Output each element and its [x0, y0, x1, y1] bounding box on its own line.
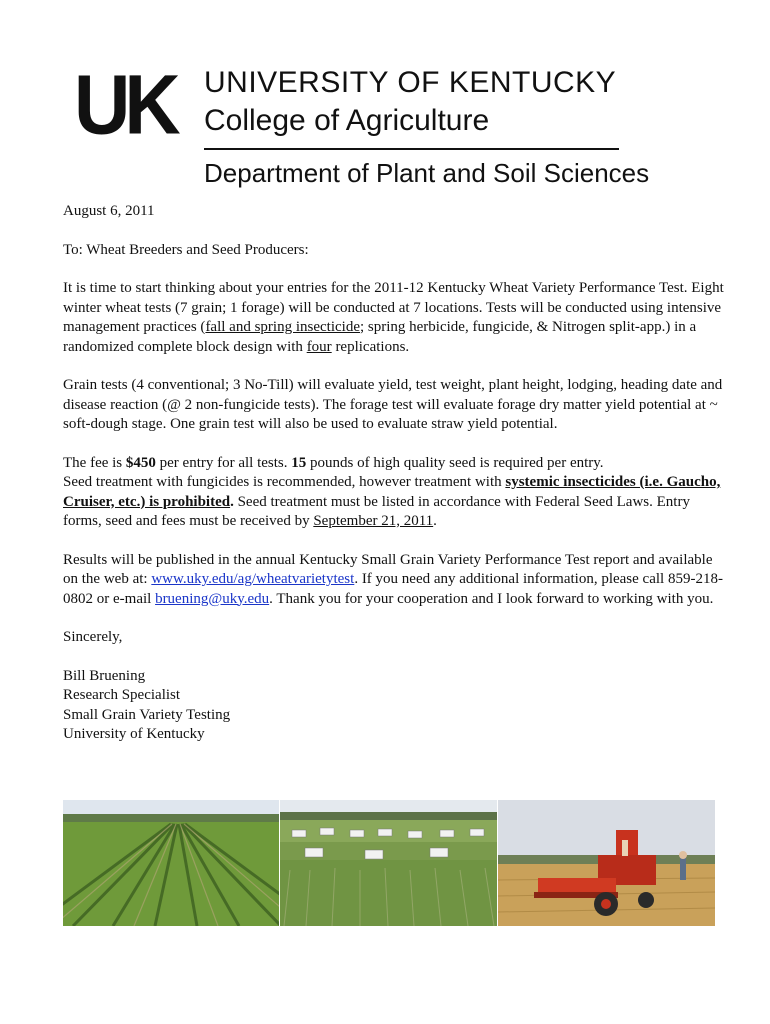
prohibited-notice: systemic insecticides (i.e. Gaucho, Cruiser, etc.) is prohibited [63, 474, 721, 510]
paragraph-test-overview [63, 279, 728, 357]
paragraph-fees [63, 454, 728, 532]
replication-count: four [306, 338, 332, 355]
entry-fee: $450 [125, 454, 156, 471]
paragraph-grain-tests: Grain tests (4 conventional; 3 No-Till) will evaluate yield, test weight, plant height, lodging, heading date and disease reaction (@ 2 non-fungicide tests). The forage test will evaluate forage dry matter yield potential at ~ soft-dough stage. One grain test will also be used to evaluate straw yield potential. [63, 377, 723, 432]
results-website-link[interactable]: www.uky.edu/ag/wheatvarietytest [151, 571, 355, 587]
uk-logo [74, 56, 175, 152]
email-link[interactable]: bruening@uky.edu [155, 590, 270, 607]
p3-text-f: . [433, 513, 437, 529]
university-name: UNIVERSITY OF KENTUCKY [204, 66, 617, 99]
seed-pounds: 15 [291, 454, 307, 471]
letterhead [70, 56, 650, 196]
plot-combine-harvester-photo [498, 800, 715, 926]
insecticide-emphasis: fall and spring insecticide [205, 319, 360, 335]
p4-text-a: Results will be published in the annual Kentucky Small Grain Variety Performance Test report and available on the web at: [63, 551, 713, 587]
letterhead-divider [204, 148, 619, 150]
letter-body [63, 202, 728, 745]
signer-title: Research Specialist [63, 687, 181, 703]
p4-text-b: . If you need any additional information, please call 859-218-0802 or e-mail [63, 571, 723, 607]
p1-text-a: It is time to start thinking about your entries for the 2011-12 Kentucky Wheat Variety Performance Test. Eight winter wheat tests (7 grain; 1 forage) will be conducted at 7 locations. Tests will be conducted using intensive management practices ( [63, 280, 724, 335]
p1-text-c: ; spring herbicide, fungicide, & Nitrogen split-app.) in a randomized complete block design with [63, 319, 697, 355]
wheat-plots-with-signs-photo [280, 800, 497, 926]
wheat-field-rows-photo [63, 800, 279, 926]
p3-text-b: per entry for all tests. [155, 454, 292, 471]
signature-block [63, 667, 728, 745]
photo-strip [63, 800, 715, 926]
signer-program: Small Grain Variety Testing [63, 706, 231, 723]
p3-text-c: pounds of high quality seed is required per entry. [306, 454, 604, 471]
p3-text-a: The fee is [63, 454, 126, 471]
department-name: Department of Plant and Soil Sciences [204, 158, 650, 188]
p1-text-e: replications. [331, 338, 410, 355]
signer-name: Bill Bruening [63, 667, 146, 684]
p4-text-c: . Thank you for your cooperation and I look forward to working with you. [269, 590, 714, 607]
p3-text-e: Seed treatment must be listed in accordance with Federal Seed Laws. Entry forms, seed and fees must be received by [63, 493, 690, 529]
college-name: College of Agriculture [204, 104, 490, 137]
closing: Sincerely, [63, 629, 123, 645]
letter-date: August 6, 2011 [63, 203, 155, 219]
p3-text-d: Seed treatment with fungicides is recommended, however treatment with [63, 474, 506, 490]
deadline-date: September 21, 2011 [313, 513, 434, 529]
paragraph-results [63, 551, 728, 610]
salutation: To: Wheat Breeders and Seed Producers: [63, 241, 309, 258]
p3-bold-period: . [230, 493, 234, 510]
uk-logo-text: UK [74, 56, 175, 152]
signer-org: University of Kentucky [63, 726, 205, 742]
